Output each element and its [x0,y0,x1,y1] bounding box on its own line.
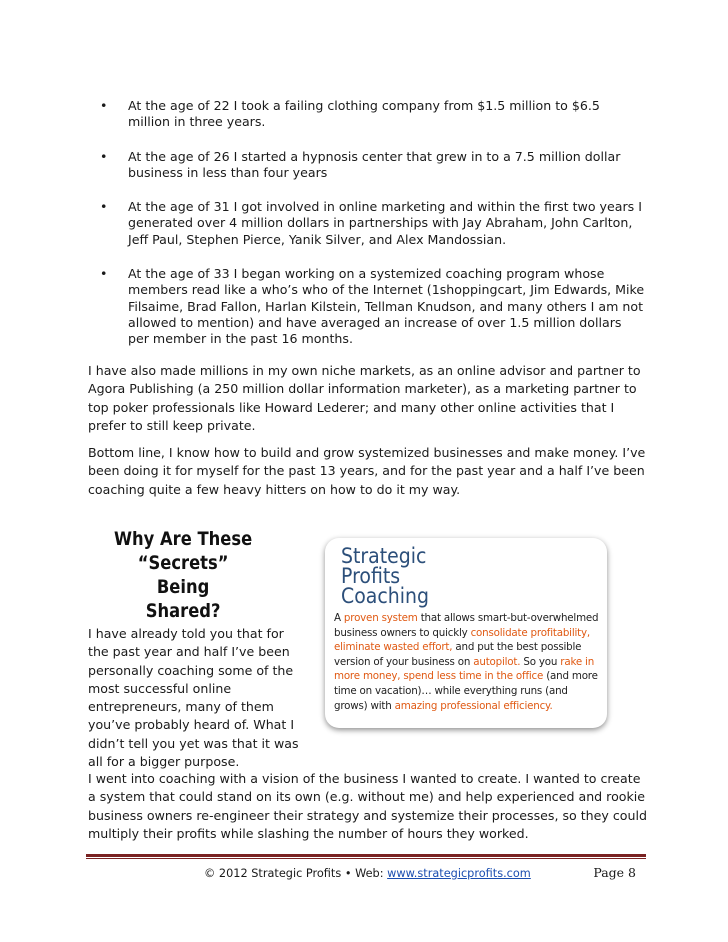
strategic-profits-coaching-card [325,538,607,728]
card-text: that allows smart-but-overwhelmed business owners to quickly [334,612,599,639]
list-item-text: At the age of 33 I began working on a systemized coaching program whose members read like a who’s who of the Internet (1shoppingcart, Jim Edwards, Mike Filsaime, Brad Fallon, Harlan Kilstein, Tellman Knudson, and many others I am not allowed to mention) and have averaged an increase of over 1.5 million dollars per member in the past 16 months. [128,266,645,347]
bullet-icon: • [100,98,108,113]
card-text: So you [520,655,561,668]
copyright-text: © 2012 Strategic Profits • Web: [204,867,388,880]
page-number: Page 8 [593,865,636,880]
card-highlight-text: consolidate profitability, [470,626,590,639]
card-title-line: Coaching [341,584,429,608]
section-heading [110,527,256,623]
list-item [100,266,645,347]
list-item-text: At the age of 22 I took a failing clothing company from $1.5 million to $6.5 million in three years. [128,98,600,130]
paragraph-millions: I have also made millions in my own niche markets, as an online advisor and partner to Agora Publishing (a 250 million dollar information marketer), as a marketing partner to top poker professionals like Howard Lederer; and many other online activities that I prefer to still keep private. [88,363,641,433]
card-text: and put the best possible version of your business on [334,641,582,668]
paragraph-coaching-purpose: I have already told you that for the past year and half I’ve been personally coaching some of the most successful online entrepreneurs, many of them you’ve probably heard of. What I didn’t tell you yet was that it was all for a bigger purpose. [88,626,299,770]
list-item [100,149,645,182]
footer-divider [86,854,646,857]
list-item-text: At the age of 31 I got involved in online marketing and within the first two years I generated over 4 million dollars in partnerships with Jay Abraham, John Carlton, Jeff Paul, Stephen Pierce, Yanik Silver, and Alex Mandossian. [128,199,642,247]
paragraph-vision: I went into coaching with a vision of the business I wanted to create. I wanted to create a system that could stand on its own (e.g. without me) and help experienced and rookie business owners re-engineer their strategy and systemize their processes, so they could multiply their profits while slashing the number of hours they worked. [88,771,647,841]
heading-line: Why Are These [114,528,253,550]
card-logo-title [341,546,429,606]
paragraph-bottom-line: Bottom line, I know how to build and grow systemized businesses and make money. I’ve been doing it for myself for the past 13 years, and for the past year and a half I’ve been coaching quite a few heavy hitters on how to do it my way. [88,445,646,497]
card-highlight-text: eliminate wasted effort, [334,641,453,654]
achievement-list [100,98,645,366]
card-text: (and more time on vacation)… while everything runs (and grows) with [334,670,598,712]
card-highlight-text: autopilot. [473,655,521,668]
heading-line: Shared? [145,600,221,622]
card-title-line: Strategic [341,544,427,568]
card-highlight-text: proven system [343,612,418,624]
card-description [334,611,602,713]
footer-copyright [204,866,531,882]
website-link[interactable]: www.strategicprofits.com [387,867,531,880]
bullet-icon: • [100,148,108,164]
card-text: A [334,612,344,624]
card-highlight-text: rake in more money, spend less time in the office [334,655,595,683]
heading-line: “Secrets” Being [137,552,229,598]
bullet-icon: • [100,266,108,282]
bullet-icon: • [100,199,108,215]
card-title-line: Profits [341,564,401,588]
list-item [100,199,645,248]
footer-divider-thin [86,858,646,859]
card-highlight-text: amazing professional efficiency. [394,699,553,712]
list-item-text: At the age of 26 I started a hypnosis center that grew in to a 7.5 million dollar business in less than four years [128,148,621,180]
list-item [100,98,645,131]
